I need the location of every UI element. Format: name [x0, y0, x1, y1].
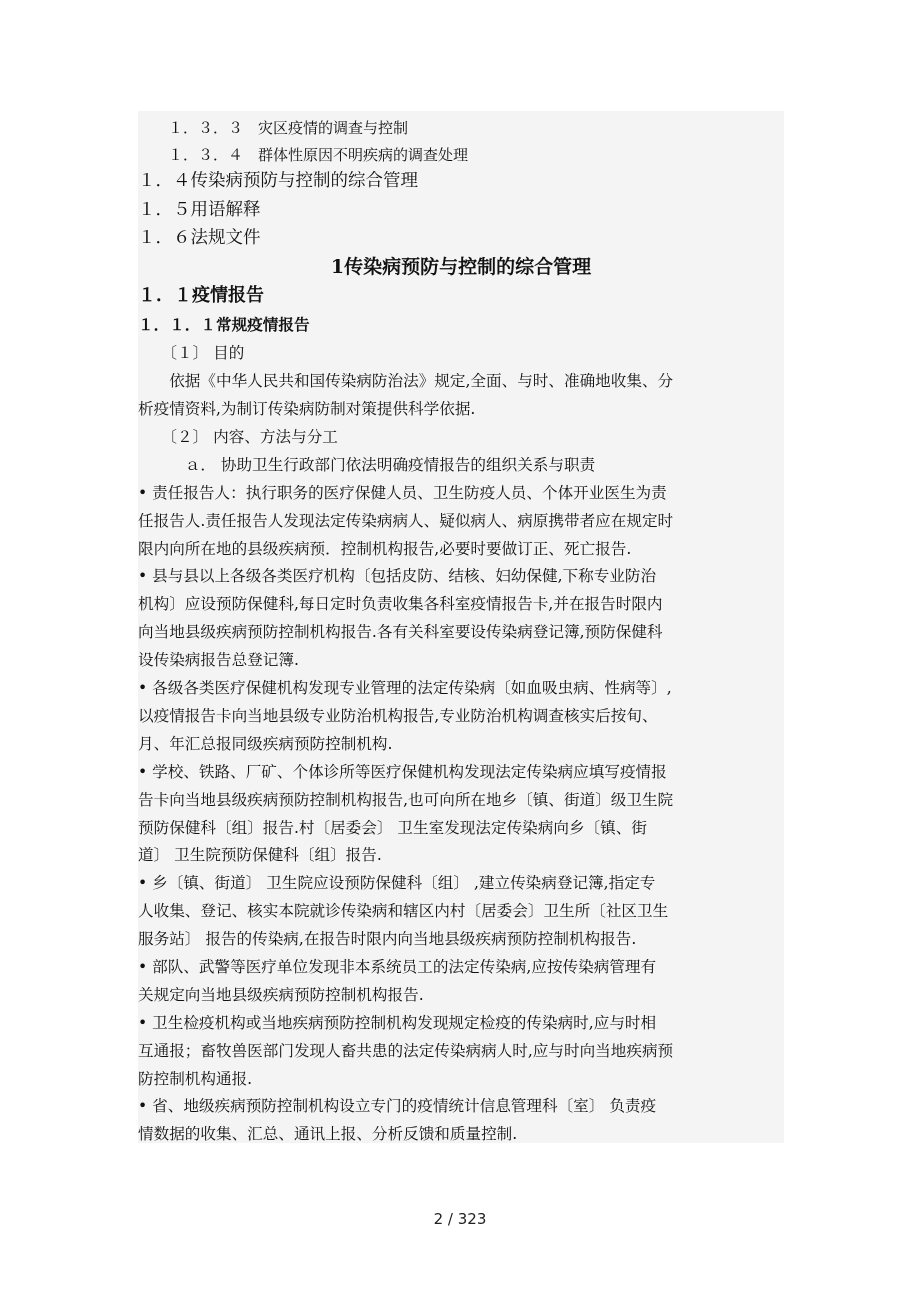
paragraph-line: 防控制机构通报.	[138, 1070, 253, 1088]
toc-item-1-5: １．５用语解释	[138, 200, 261, 220]
paragraph-line: 互通报；畜牧兽医部门发现人畜共患的法定传染病病人时,应与时向当地疾病预	[138, 1042, 674, 1060]
toc-item-1-3-4: １．３．４ 群体性原因不明疾病的调查处理	[138, 146, 469, 164]
paragraph-line: 依据《中华人民共和国传染病防治法》规定,全面、与时、准确地收集、分	[138, 372, 674, 390]
paragraph-line: 月、年汇总报同级疾病预防控制机构.	[138, 735, 393, 753]
chapter-title: 1传染病预防与控制的综合管理	[330, 256, 592, 278]
paragraph-line: 限内向所在地的县级疾病预．控制机构报告,必要时要做订正、死亡报告.	[138, 540, 632, 558]
paragraph-line: 以疫情报告卡向当地县级专业防治机构报告,专业防治机构调查核实后按旬、	[138, 707, 658, 725]
bullet-line: • 责任报告人：执行职务的医疗保健人员、卫生防疫人员、个体开业医生为责	[138, 484, 667, 502]
bullet-line: • 县与县以上各级各类医疗机构〔包括皮防、结核、妇幼保健,下称专业防治	[138, 567, 657, 585]
paragraph-line: 向当地县级疾病预防控制机构报告.各有关科室要设传染病登记簿,预防保健科	[138, 623, 663, 641]
paragraph-line: 任报告人.责任报告人发现法定传染病病人、疑似病人、病原携带者应在规定时	[138, 512, 674, 530]
document-text-block	[138, 111, 784, 1143]
paragraph-line: 设传染病报告总登记簿.	[138, 651, 299, 669]
bullet-line: • 卫生检疫机构或当地疾病预防控制机构发现规定检疫的传染病时,应与时相	[138, 1014, 657, 1032]
bullet-line: • 省、地级疾病预防控制机构设立专门的疫情统计信息管理科〔室〕 负责疫	[138, 1097, 657, 1115]
bullet-line: • 各级各类医疗保健机构发现专业管理的法定传染病〔如血吸虫病、性病等〕,	[138, 679, 672, 697]
toc-item-1-3-3: １．３．３ 灾区疫情的调查与控制	[138, 119, 409, 137]
bullet-line: • 部队、武警等医疗单位发现非本系统员工的法定传染病,应按传染病管理有	[138, 958, 657, 976]
page-number: 2 / 323	[433, 1210, 487, 1228]
paragraph-line: ａ． 协助卫生行政部门依法明确疫情报告的组织关系与职责	[138, 456, 596, 474]
paragraph-line: 析疫情资料,为制订传染病防制对策提供科学依据.	[138, 400, 476, 418]
bullet-line: • 学校、铁路、厂矿、个体诊所等医疗保健机构发现法定传染病应填写疫情报	[138, 763, 667, 781]
paragraph-line: 预防保健科〔组〕报告.村〔居委会〕 卫生室发现法定传染病向乡〔镇、街	[138, 819, 647, 837]
paragraph-line: 〔１〕 目的	[138, 344, 245, 362]
paragraph-line: 关规定向当地县级疾病预防控制机构报告.	[138, 986, 424, 1004]
toc-item-1-4: １．４传染病预防与控制的综合管理	[138, 171, 418, 191]
paragraph-line: 道〕 卫生院预防保健科〔组〕报告.	[138, 846, 382, 864]
paragraph-line: 人收集、登记、核实本院就诊传染病和辖区内村〔居委会〕卫生所〔社区卫生	[138, 902, 669, 920]
paragraph-line: 告卡向当地县级疾病预防控制机构报告,也可向所在地乡〔镇、街道〕级卫生院	[138, 791, 674, 809]
section-heading: １．１疫情报告	[138, 285, 264, 306]
paragraph-line: 机构〕应设预防保健科,每日定时负责收集各科室疫情报告卡,并在报告时限内	[138, 595, 663, 613]
paragraph-line: 服务站〕 报告的传染病,在报告时限内向当地县级疾病预防控制机构报告.	[138, 930, 637, 948]
subsection-heading: １．１．１常规疫情报告	[138, 315, 310, 334]
paragraph-line: 〔２〕 内容、方法与分工	[138, 428, 338, 446]
toc-item-1-6: １．６法规文件	[138, 228, 261, 248]
paragraph-line: 情数据的收集、汇总、通讯上报、分析反馈和质量控制.	[138, 1125, 518, 1143]
bullet-line: • 乡〔镇、街道〕 卫生院应设预防保健科〔组〕 ,建立传染病登记簿,指定专	[138, 874, 656, 892]
